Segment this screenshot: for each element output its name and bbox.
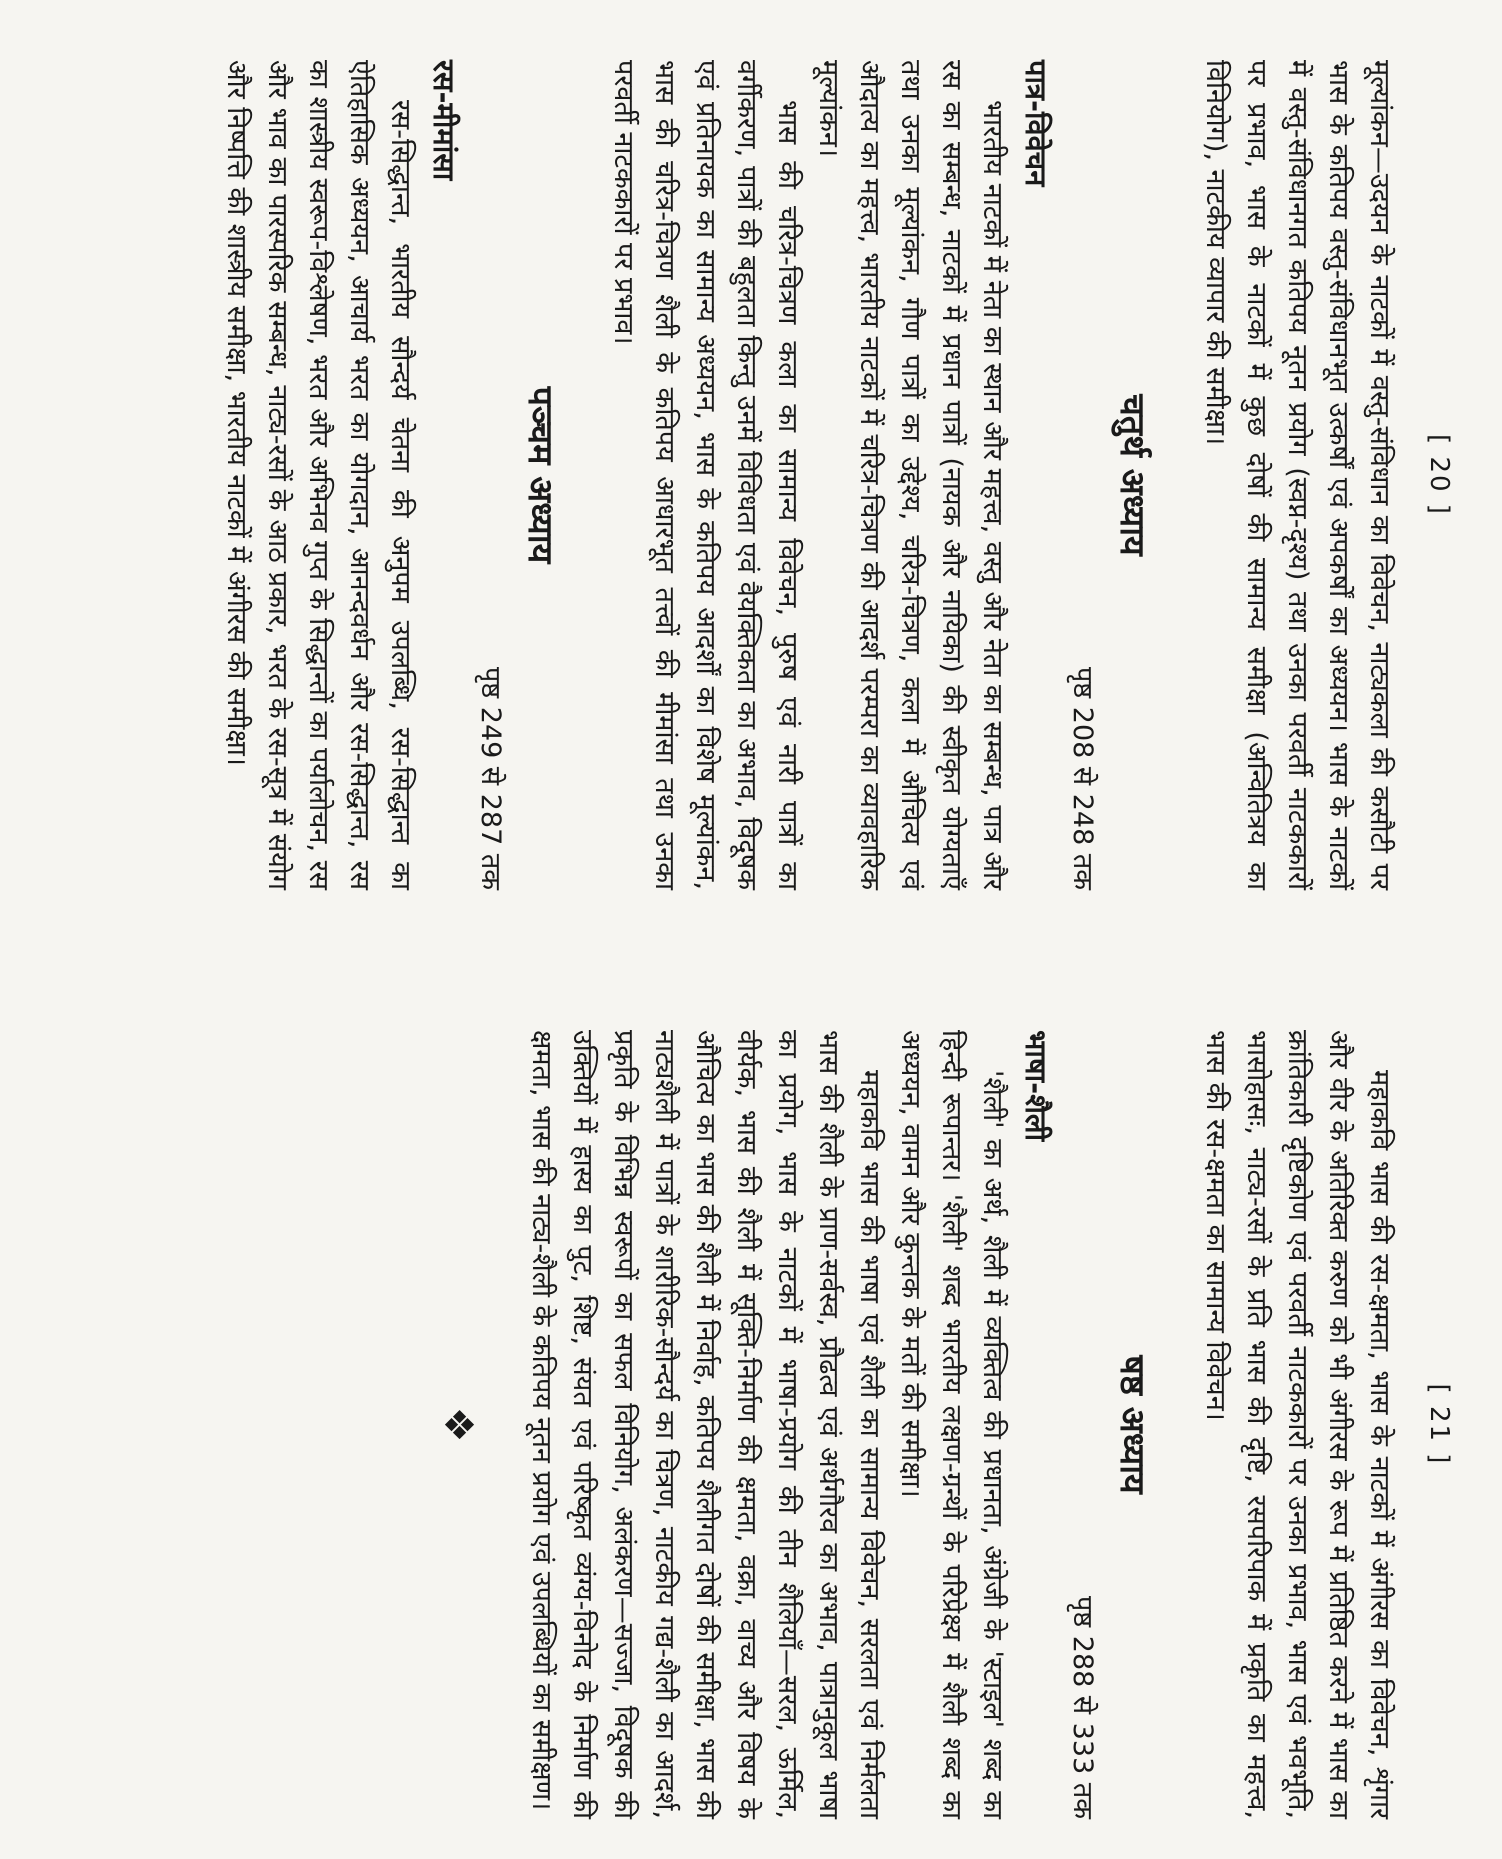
section-heading: पात्र-विवेचन <box>1019 60 1053 187</box>
chapter-heading: चतुर्थ अध्याय <box>1112 394 1152 556</box>
body-paragraph: रस-सिद्धान्त, भारतीय सौन्दर्य चेतना की अनुपम उपलब्धि, रस-सिद्धान्त का ऐतिहासिक अध्ययन, आचार्य भरत का योगदान, आनन्दवर्धन और रस-सिद्धान्त, रस का शास्त्रीय स्वरूप-विश्लेषण, भरत और अभिनव गुप्त के सिद्धान्तों का पर्यालोचन, रस और भाव का पारस्परिक सम्बन्ध, नाट्य-रसों के आठ प्रकार, भरत के रस-सूत्र में संयोग और निष्पत्ति की शास्त्रीय समीक्षा, भारतीय नाटकों में अंगीरस की समीक्षा। <box>221 60 416 890</box>
page-range: पृष्ठ 288 से 333 तक <box>1067 1595 1098 1819</box>
page-range: पृष्ठ 249 से 287 तक <box>475 666 506 890</box>
ornament-icon: ❖ <box>435 1406 481 1443</box>
page-number: [ 20 ] <box>1424 434 1454 516</box>
body-paragraph: भास की चरित्र-चित्रण कला का सामान्य विवेचन, पुरुष एवं नारी पात्रों का वर्गीकरण, पात्रों की बहुलता किन्तु उनमें विविधता एवं वैयक्तिकता का अभाव, विदूषक एवं प्रतिनायक का सामान्य अध्ययन, भास के कतिपय आदर्शों का विशेष मूल्यांकन, भास की चरित्र-चित्रण शैली के कतिपय आधारभूत तत्त्वों की मीमांसा तथा उनका परवर्ती नाटककारों पर प्रभाव। <box>608 60 803 890</box>
chapter-heading: षष्ठ अध्याय <box>1112 1355 1152 1494</box>
right-page <box>0 950 1502 1859</box>
page-range: पृष्ठ 208 से 248 तक <box>1067 666 1098 890</box>
body-paragraph: महाकवि भास की भाषा एवं शैली का सामान्य विवेचन, सरलता एवं निर्मलता भास की शैली के प्राण-सर्वस्व, प्रौढत्व एवं अर्थगौरव का अभाव, पात्रानुकूल भाषा का प्रयोग, भास के नाटकों में भाषा-प्रयोग की तीन शैलियाँ—सरल, ऊर्मिल, वीर्यक, भास की शैली में सूक्ति-निर्माण की क्षमता, वक्रा, वाच्य और विषय के औचित्य का भास की शैली में निर्वाह, कतिपय शैलीगत दोषों की समीक्षा, भास की नाट्यशैली में पात्रों के शारीरिक-सौन्दर्य का चित्रण, नाटकीय गद्य-शैली का आदर्श, प्रकृति के विभिन्न स्वरूपों का सफल विनियोग, अलंकरण—सज्जा, विदूषक की उक्तियों में हास्य का पुट, शिष्ट, संयत एवं परिष्कृत व्यंग्य-विनोद के निर्माण की क्षमता, भास की नाट्य-शैली के कतिपय नूतन प्रयोग एवं उपलब्धियों का समीक्षण। <box>526 1030 885 1819</box>
section-heading: भाषा-शैली <box>1019 1030 1053 1142</box>
intro-paragraph: महाकवि भास की रस-क्षमता, भास के नाटकों में अंगीरस का विवेचन, शृंगार और वीर के अतिरिक्त करुण को भी अंगीरस के रूप में प्रतिष्ठित करने में भास का क्रांतिकारी दृष्टिकोण एवं परवर्ती नाटककारों पर उनका प्रभाव, भास एवं भवभूति, भासोहासः, नाट्य-रसों के प्रति भास की दृष्टि, रसपरिपाक में प्रकृति का महत्त्व, भास की रस-क्षमता का सामान्य विवेचन। <box>1200 1030 1395 1819</box>
body-paragraph: भारतीय नाटकों में नेता का स्थान और महत्त्व, वस्तु और नेता का सम्बन्ध, पात्र और रस का सम्बन्ध, नाटकों में प्रधान पात्रों (नायक और नायिका) की स्वीकृत योग्यताएँ तथा उनका मूल्यांकन, गौण पात्रों का उद्देश्य, चरित्र-चित्रण, कला में औचित्य एवं औदात्य का महत्त्व, भारतीय नाटकों में चरित्र-चित्रण की आदर्श परम्परा का व्यावहारिक मूल्यांकन। <box>813 60 1008 890</box>
chapter-heading: पञ्चम अध्याय <box>520 386 560 564</box>
section-heading: रस-मीमांसा <box>427 60 461 181</box>
page-number: [ 21 ] <box>1424 1383 1454 1466</box>
intro-paragraph: मूल्यांकन—उदयन के नाटकों में वस्तु-संविधान का विवेचन, नाट्यकला की कसौटी पर भास के कतिपय वस्तु-संविधानभूत उत्कर्षों एवं अपकर्षों का अध्ययन। भास के नाटकों में वस्तु-संविधानगत कतिपय नूतन प्रयोग (स्वप्न-दृश्य) तथा उनका परवर्ती नाटककारों पर प्रभाव, भास के नाटकों में कुछ दोषों की सामान्य समीक्षा (अन्वितित्रय का विनियोग), नाटकीय व्यापार की समीक्षा। <box>1200 60 1395 890</box>
body-paragraph: 'शैली' का अर्थ, शैली में व्यक्तित्व की प्रधानता, अंग्रेजी के 'स्टाइल' शब्द का हिन्दी रूपान्तर। 'शैली' शब्द भारतीय लक्षण-ग्रन्थों के परिप्रेक्ष्य में शैली शब्द का अध्ययन, वामन और कुन्तक के मतों की समीक्षा। <box>895 1030 1008 1819</box>
